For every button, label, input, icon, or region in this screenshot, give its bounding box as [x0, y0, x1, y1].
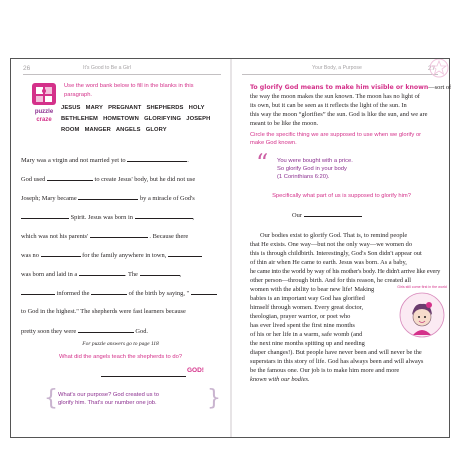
blank-6[interactable] [90, 232, 148, 238]
answer-word: GOD! [187, 367, 204, 374]
header-rule-right [242, 74, 438, 75]
purpose-callout [58, 391, 208, 407]
word-joseph: JOSEPH [186, 116, 211, 122]
corner-star-decoration [428, 59, 450, 79]
instructions [64, 82, 214, 100]
blank-1[interactable] [127, 156, 187, 162]
word-manger: MANGER [84, 127, 111, 133]
instructions-line1: Use the word bank below to fill in the blanks in this [64, 83, 194, 89]
angels-question: What did the angels teach the shepherds to do? [58, 354, 183, 360]
blank-11[interactable] [21, 289, 55, 295]
callout-right-brace: } [207, 386, 221, 411]
word-glorifying: GLORIFYING [144, 116, 182, 122]
blank-9[interactable] [79, 270, 125, 276]
paragraph-line-5: which was not his parents' . Because there [21, 233, 189, 240]
word-room: ROOM [61, 127, 80, 133]
puzzle-badge-word2: craze [36, 117, 52, 123]
paragraph-line-8: informed the of the birth by saying, " [21, 289, 217, 297]
blank-3[interactable] [78, 194, 138, 200]
blank-12[interactable] [91, 289, 127, 295]
running-header-right: Your Body, a Purpose [312, 65, 362, 71]
word-mary: MARY [85, 105, 103, 111]
puzzle-craze-badge [28, 81, 60, 125]
callout-left-brace: { [44, 386, 58, 411]
word-glory: GLORY [145, 127, 167, 133]
right-page [232, 59, 451, 437]
puzzle-badge-word1: puzzle [34, 109, 54, 115]
left-page [11, 59, 230, 437]
paragraph-line-10: pretty soon they were God. [21, 328, 149, 335]
word-pregnant: PREGNANT [108, 105, 142, 111]
word-bank-row1 [61, 105, 205, 111]
word-jesus: JESUS [61, 105, 81, 111]
glorify-definition-lead: To glorify God means to make him visible or known [250, 84, 429, 91]
answer-blank[interactable] [101, 375, 186, 377]
instructions-line2: paragraph. [64, 92, 93, 98]
page-number-right: 27 [428, 65, 436, 72]
blank-13[interactable] [191, 289, 217, 295]
paragraph-line-4: Spirit. Jesus was born in , [21, 213, 194, 221]
header-rule-left [23, 74, 221, 75]
word-bank-row3 [61, 127, 167, 133]
body-part-question: Specifically what part of us is supposed to glorify him? [272, 193, 411, 199]
character-caption: Girls still come first in the world [397, 285, 447, 289]
word-shepherds: SHEPHERDS [146, 105, 184, 111]
circle-instruction: Circle the specific thing we are supposed to use when we glorify or make God known. [250, 132, 422, 146]
glorify-definition: To glorify God means to make him visible or known—sort of the way the moon makes the sun known. The moon has no light of its own, but it can be seen as it reflects the light of the sun. In this way the moon “glorifies” the sun. God is like the sun, and we are meant to be like the moon. [250, 84, 451, 127]
girl-character-illustration [398, 291, 446, 339]
word-bethlehem: BETHLEHEM [61, 116, 98, 122]
callout-line1: What's our purpose? God created us to [58, 392, 159, 398]
blank-2[interactable] [47, 175, 93, 181]
callout-line2: glorify him. That's our number one job. [58, 400, 157, 406]
paragraph-line-6: was no for the family anywhere in town, [21, 251, 202, 259]
paragraph-line-2: God used to create Jesus' body, but he did not use [21, 176, 196, 183]
paragraph-line-1: Mary was a virgin and not married yet to . [21, 157, 189, 164]
word-angels: ANGELS [115, 127, 141, 133]
bodies-paragraph: Our bodies exist to glorify God. That is, to remind people that He exists. One way—but not the only way—we women do this is through childbirth. Interestingly, God's Son didn't appear out of thin air when He came to earth. Jesus was born. As a baby, he came into the world by way of his mother's body. He didn't arrive like every other person—through birth. And for this reason, he created all women with the ability to bear new life! Making babies is an important way God has glorified himself through women. Every great doctor, theologian, prayer warrior, or poet who has ever lived spent the first nine months of his or her life in a warm, safe womb (and the next nine months spitting up and needing diaper changes!). But people have never been and will never be the superstars in this story of life. God has always been and will always be the famous one. Our job is to make him more and more known with our bodies. [250, 232, 441, 383]
blank-14[interactable] [78, 327, 134, 333]
quote-mark-icon: “ [256, 149, 269, 177]
blank-7[interactable] [41, 251, 81, 257]
our-answer-blank[interactable] [304, 211, 362, 217]
scripture-quote: You were bought with a price. So glorify God in your body (1 Corinthians 6:20). [277, 158, 353, 180]
blank-10[interactable] [140, 270, 180, 276]
blank-4[interactable] [21, 213, 69, 219]
paragraph-line-9: to God in the highest." The shepherds were fast learners because [21, 308, 186, 315]
word-bank-row2 [61, 116, 210, 122]
paragraph-line-7: was born and laid in a . The , [21, 271, 182, 278]
blank-5[interactable] [135, 213, 193, 219]
our-answer-line: Our [292, 211, 362, 219]
puzzle-answers-reference: For puzzle answers go to page 118 [82, 341, 159, 347]
running-header-left: It's Good to Be a Girl [83, 65, 131, 71]
blank-8[interactable] [168, 251, 202, 257]
book-spread [10, 58, 450, 438]
page-number-left: 26 [23, 65, 31, 72]
paragraph-line-3: Joseph; Mary became by a miracle of God's [21, 195, 195, 202]
word-hometown: HOMETOWN [103, 116, 139, 122]
word-holy: HOLY [188, 105, 205, 111]
